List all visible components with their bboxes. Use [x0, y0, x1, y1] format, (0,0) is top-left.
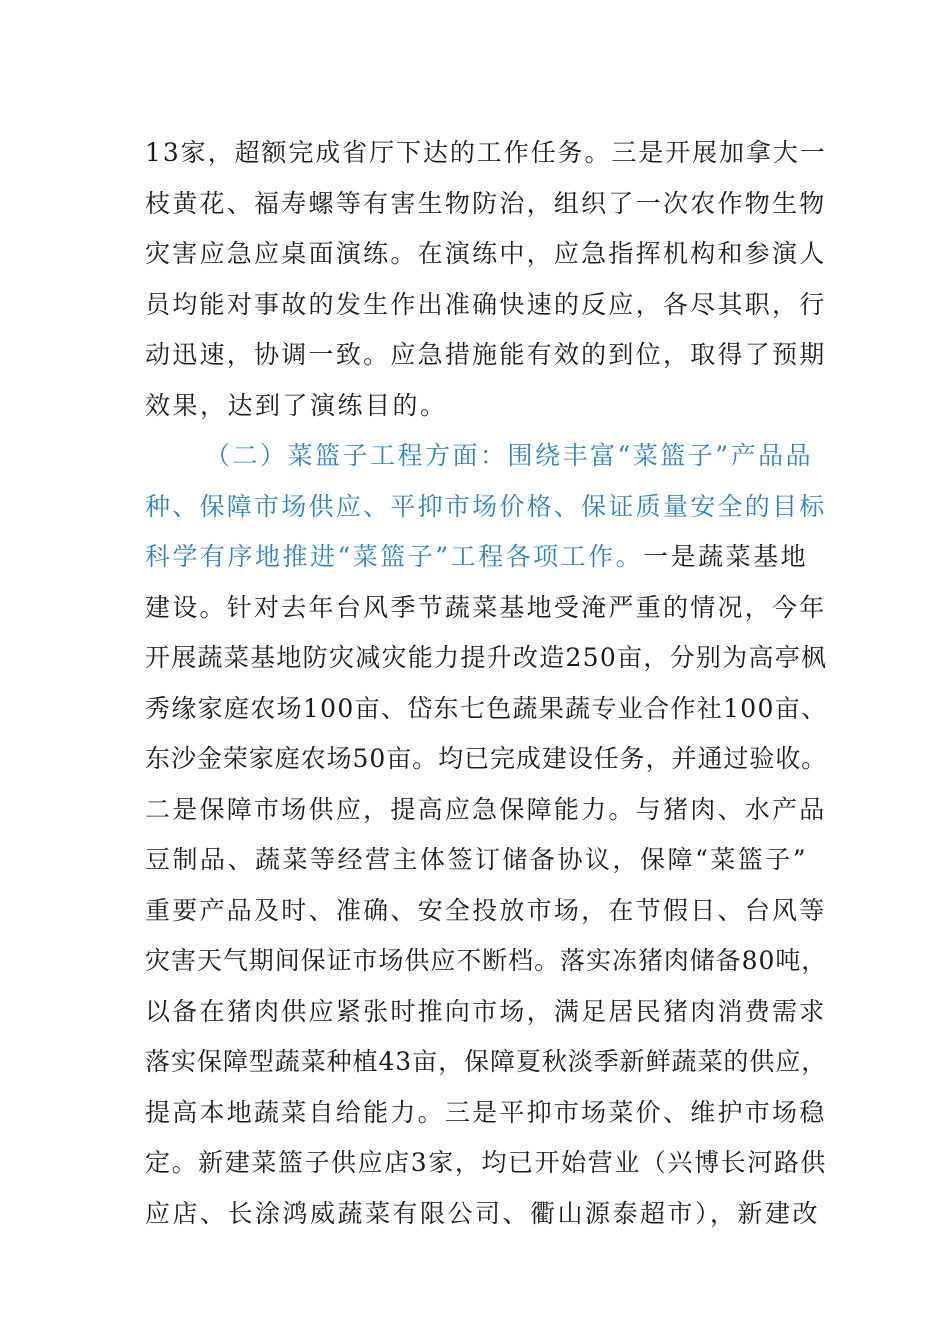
line-text: 豆制品、蔬菜等经营主体签订储备协议，保障“菜篮子”	[145, 845, 809, 874]
text-line	[145, 785, 825, 836]
heading-line	[145, 482, 825, 533]
line-text: 灾害应急应桌面演练。在演练中，应急指挥机构和参演人	[145, 239, 827, 268]
line-text: 建设。针对去年台风季节蔬菜基地受淹严重的情况，今年	[145, 592, 827, 622]
text-line	[145, 1088, 825, 1139]
text-line	[145, 1037, 828, 1088]
text-line	[145, 987, 825, 1038]
heading-line	[145, 431, 825, 482]
line-text: 重要产品及时、准确、安全投放市场，在节假日、台风等	[145, 895, 827, 925]
text-line	[145, 734, 828, 785]
line-text: 种、保障市场供应、平抑市场价格、保证质量安全的目标	[145, 491, 827, 521]
line-text: 员均能对事故的发生作出准确快速的反应，各尽其职，行	[145, 289, 827, 319]
line-text: 13家，超额完成省厅下达的工作任务。三是开展加拿大一	[145, 138, 827, 167]
line-text: 动迅速，协调一致。应急措施能有效的到位，取得了预期	[145, 340, 827, 369]
line-text: 应店、长涂鸿威蔬菜有限公司、衢山源泰超市），新建改	[145, 1198, 821, 1228]
line-text: 灾害天气期间保证市场供应不断档。落实冻猪肉储备80吨，	[145, 946, 828, 975]
line-text: 效果，达到了演练目的。	[145, 390, 448, 420]
text-line	[145, 684, 828, 735]
text-line	[145, 583, 825, 634]
line-text: 秀缘家庭农场100亩、岱东七色蔬果蔬专业合作社100亩、	[145, 693, 828, 723]
text-line	[145, 280, 825, 331]
text-line	[145, 330, 825, 381]
line-text-tail: 一是蔬菜基地	[643, 542, 809, 571]
text-line	[145, 128, 825, 179]
document-body	[145, 128, 828, 1239]
text-line	[145, 179, 825, 230]
line-text: 提高本地蔬菜自给能力。三是平抑市场菜价、维护市场稳	[145, 1097, 827, 1127]
text-line	[145, 229, 825, 280]
line-text: 定。新建菜篮子供应店3家，均已开始营业（兴博长河路供	[145, 1148, 827, 1177]
text-line	[145, 1138, 825, 1189]
text-line	[145, 886, 825, 937]
line-text: 开展蔬菜基地防灾减灾能力提升改造250亩，分别为高亭枫	[145, 643, 828, 672]
text-line	[145, 381, 825, 432]
text-line	[145, 1189, 825, 1240]
line-text: 科学有序地推进“菜篮子”工程各项工作。	[145, 542, 644, 571]
line-text: 落实保障型蔬菜种植43亩，保障夏秋淡季新鲜蔬菜的供应，	[145, 1047, 828, 1076]
line-text: 东沙金荣家庭农场50亩。均已完成建设任务，并通过验收。	[145, 744, 828, 773]
text-line	[145, 936, 828, 987]
line-text: 枝黄花、福寿螺等有害生物防治，组织了一次农作物生物	[145, 188, 827, 218]
line-text: （二）菜篮子工程方面：围绕丰富“菜篮子”产品品	[205, 441, 814, 470]
line-text: 二是保障市场供应，提高应急保障能力。与猪肉、水产品	[145, 794, 827, 824]
line-text: 以备在猪肉供应紧张时推向市场，满足居民猪肉消费需求	[145, 996, 827, 1026]
heading-line	[145, 532, 825, 583]
text-line	[145, 633, 828, 684]
text-line	[145, 835, 825, 886]
